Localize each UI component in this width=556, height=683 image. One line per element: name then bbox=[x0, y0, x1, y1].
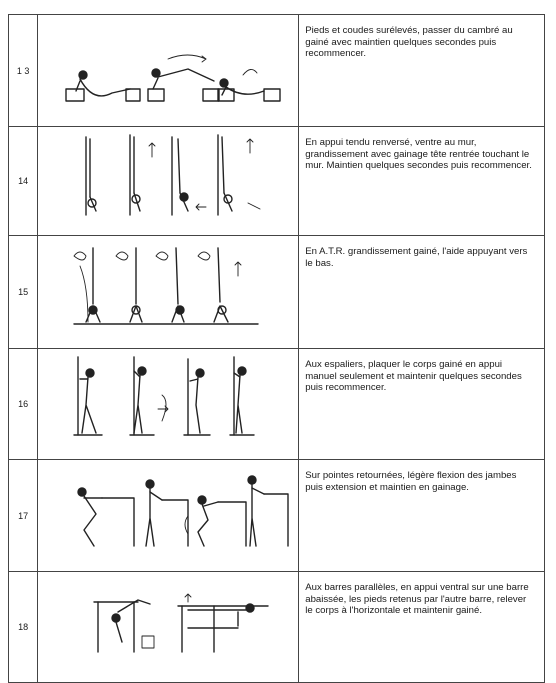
exercise-number: 14 bbox=[9, 127, 38, 236]
exercise-number: 15 bbox=[9, 236, 38, 349]
exercise-number: 18 bbox=[9, 572, 38, 683]
exercise-description: Aux barres parallèles, en appui ventral sur une barre abaissée, les pieds retenus par l'autre barre, relever le corps à l'horizontale et maintenir gainé. bbox=[299, 572, 545, 683]
exercise-number: 1 3 bbox=[9, 15, 38, 127]
exercise-row bbox=[9, 349, 545, 460]
exercise-description: Pieds et coudes surélevés, passer du cambré au gainé avec maintien quelques secondes puis recommencer. bbox=[299, 15, 545, 127]
exercise-number: 17 bbox=[9, 460, 38, 572]
exercise-number: 16 bbox=[9, 349, 38, 460]
exercise-description: Sur pointes retournées, légère flexion des jambes puis extension et maintien en gainage. bbox=[299, 460, 545, 572]
exercise-15-drawing bbox=[38, 236, 298, 336]
exercise-illustration bbox=[38, 572, 299, 683]
exercise-18-drawing bbox=[38, 572, 298, 672]
exercise-row bbox=[9, 127, 545, 236]
exercise-illustration bbox=[38, 127, 299, 236]
exercise-row bbox=[9, 15, 545, 127]
exercise-17-drawing bbox=[38, 460, 298, 560]
exercise-row bbox=[9, 572, 545, 683]
exercise-illustration bbox=[38, 349, 299, 460]
exercise-illustration bbox=[38, 236, 299, 349]
exercise-illustration bbox=[38, 460, 299, 572]
exercise-description: En A.T.R. grandissement gainé, l'aide appuyant vers le bas. bbox=[299, 236, 545, 349]
exercise-16-drawing bbox=[38, 349, 298, 449]
exercise-14-drawing bbox=[38, 127, 298, 227]
exercise-description: Aux espaliers, plaquer le corps gainé en appui manuel seulement et maintenir quelques secondes puis recommencer. bbox=[299, 349, 545, 460]
exercise-table bbox=[8, 14, 545, 683]
exercise-description: En appui tendu renversé, ventre au mur, grandissement avec gainage tête rentrée touchant le mur. Maintien quelques secondes puis recommencer. bbox=[299, 127, 545, 236]
exercise-row bbox=[9, 236, 545, 349]
exercise-13-drawing bbox=[38, 15, 298, 115]
exercise-illustration bbox=[38, 15, 299, 127]
exercise-row bbox=[9, 460, 545, 572]
